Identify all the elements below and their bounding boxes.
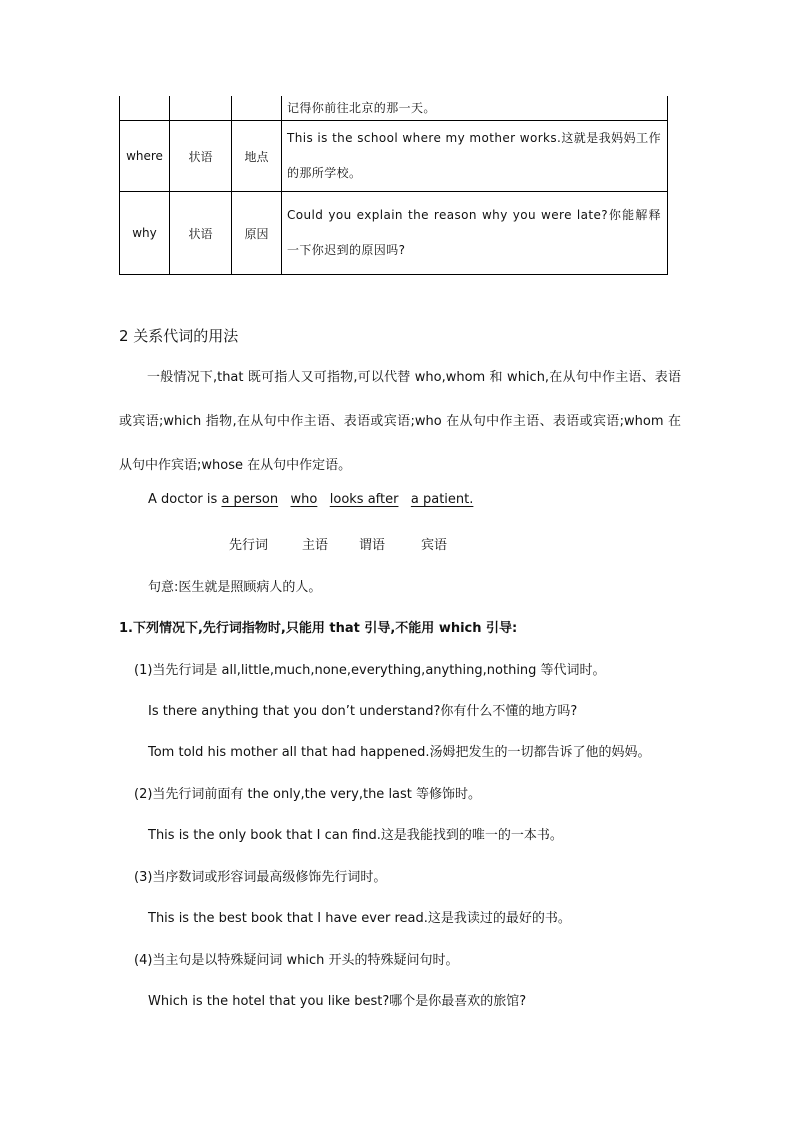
label-object: 宾语 xyxy=(421,538,448,553)
antecedent-part: a person xyxy=(221,492,279,507)
case-2-label: (2)当先行词前面有 the only,the very,the last 等修饰时。 xyxy=(134,787,482,802)
label-predicate: 谓语 xyxy=(359,538,386,553)
predicate-part: looks after xyxy=(329,492,399,507)
section-title: 2 关系代词的用法 xyxy=(119,327,239,345)
cell-meaning xyxy=(232,96,282,121)
object-part: a patient. xyxy=(410,492,474,507)
diagram-sentence xyxy=(148,492,473,507)
case-1-label: (1)当先行词是 all,little,much,none,everything,anything,nothing 等代词时。 xyxy=(134,663,606,678)
diagram-prefix: A doctor is xyxy=(148,492,218,507)
cell-meaning: 地点 xyxy=(232,121,282,192)
intro-paragraph: 一般情况下,that 既可指人又可指物,可以代替 who,whom 和 which,在从句中作主语、表语或宾语;which 指物,在从句中作主语、表语或宾语;who 在从句中作主语、表语或宾语;whom 在从句中作宾语;whose 在从句中作定语。 xyxy=(119,370,681,473)
case-4-example-1: Which is the hotel that you like best?哪个是你最喜欢的旅馆? xyxy=(148,994,527,1009)
cell-role: 状语 xyxy=(170,121,232,192)
relative-adverb-table xyxy=(119,96,668,275)
subject-part: who xyxy=(290,492,318,507)
label-subject: 主语 xyxy=(302,538,329,553)
case-4-label: (4)当主句是以特殊疑问词 which 开头的特殊疑问句时。 xyxy=(134,953,459,968)
cell-meaning: 原因 xyxy=(232,192,282,275)
cell-word: where xyxy=(120,121,170,192)
cell-example: This is the school where my mother works.这就是我妈妈工作的那所学校。 xyxy=(282,121,668,192)
label-antecedent: 先行词 xyxy=(229,538,269,553)
case-2-example-1: This is the only book that I can find.这是我能找到的唯一的一本书。 xyxy=(148,828,563,843)
cell-example: 记得你前往北京的那一天。 xyxy=(282,96,668,121)
case-3-label: (3)当序数词或形容词最高级修饰先行词时。 xyxy=(134,870,387,885)
table-row xyxy=(120,192,668,275)
case-1-example-1: Is there anything that you don’t understand?你有什么不懂的地方吗? xyxy=(148,704,578,719)
cell-role xyxy=(170,96,232,121)
case-3-example-1: This is the best book that I have ever read.这是我读过的最好的书。 xyxy=(148,911,571,926)
cell-example: Could you explain the reason why you were late?你能解释一下你迟到的原因吗? xyxy=(282,192,668,275)
sentence-meaning: 句意:医生就是照顾病人的人。 xyxy=(148,580,322,595)
table-row xyxy=(120,96,668,121)
table-row xyxy=(120,121,668,192)
cell-word xyxy=(120,96,170,121)
case-1-example-2: Tom told his mother all that had happened.汤姆把发生的一切都告诉了他的妈妈。 xyxy=(148,745,651,760)
cell-role: 状语 xyxy=(170,192,232,275)
rule-heading: 1.下列情况下,先行词指物时,只能用 that 引导,不能用 which 引导: xyxy=(119,621,518,636)
cell-word: why xyxy=(120,192,170,275)
